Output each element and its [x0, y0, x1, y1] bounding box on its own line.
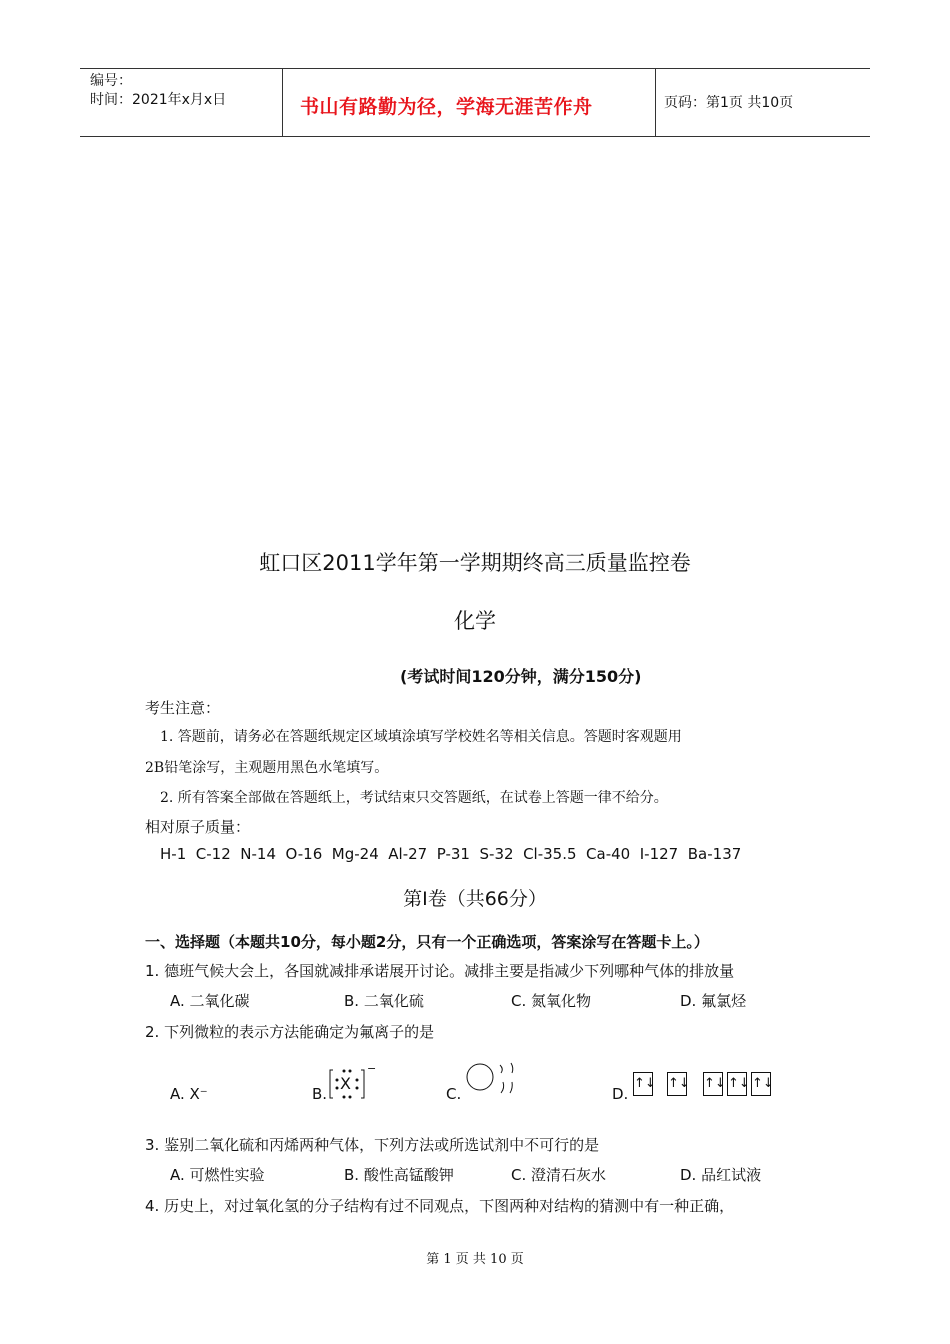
- electron-dot-structure: [328, 1062, 380, 1102]
- orbital-box-1: [633, 1072, 656, 1096]
- question-1-stem: 1. 德班气候大会上，各国就减排承诺展开讨论。减排主要是指减少下列哪种气体的排放量: [145, 962, 735, 980]
- electron-dot-symbol: X: [340, 1074, 351, 1093]
- question-1-option-b: B. 二氧化硫: [344, 992, 424, 1010]
- header-page-info: 页码：第1页 共10页: [664, 95, 794, 111]
- question-1-option-a: A. 二氧化碳: [170, 992, 250, 1010]
- atomic-mass-values: H-1 C-12 N-14 O-16 Mg-24 Al-27 P-31 S-32 Cl-35.5 Ca-40 I-127 Ba-137: [160, 845, 742, 863]
- orbital-arrows-4: ↑↓: [728, 1076, 750, 1091]
- exam-title: 虹口区2011学年第一学期期终高三质量监控卷: [259, 551, 691, 575]
- question-2-option-c: C.: [446, 1085, 462, 1103]
- orbital-box-2: [667, 1072, 690, 1096]
- orbital-arrows-3: ↑↓: [704, 1076, 726, 1091]
- question-3-option-a: A. 可燃性实验: [170, 1166, 265, 1184]
- question-4-stem: 4. 历史上，对过氧化氢的分子结构有过不同观点，下图两种对结构的猜测中有一种正确，: [145, 1197, 735, 1215]
- question-3-option-b: B. 酸性高锰酸钾: [344, 1166, 454, 1184]
- nucleus-shell-diagram: [465, 1062, 517, 1096]
- notice-item-1-line-1: 1. 答题前，请务必在答题纸规定区域填涂填写学校姓名等相关信息。答题时客观题用: [160, 729, 682, 745]
- atomic-structure-sketch: [465, 1062, 517, 1100]
- exam-duration: (考试时间120分钟，满分150分): [400, 667, 642, 686]
- question-1-option-c: C. 氮氧化物: [511, 992, 592, 1010]
- doc-time-label: 时间：2021年x月x日: [90, 92, 227, 108]
- orbital-box-4: [727, 1072, 750, 1096]
- orbital-arrows-1: ↑↓: [634, 1076, 656, 1091]
- volume-title: 第Ⅰ卷（共66分）: [403, 888, 547, 910]
- orbital-arrows-5: ↑↓: [752, 1076, 774, 1091]
- notice-heading: 考生注意：: [145, 699, 221, 717]
- header-top-rule: [80, 68, 870, 69]
- header-divider-left: [282, 68, 283, 136]
- question-2-option-d: D.: [612, 1085, 629, 1103]
- electron-dot-charge: −: [367, 1062, 377, 1075]
- orbital-diagram: [633, 1072, 778, 1096]
- question-2-option-a: A. X⁻: [170, 1085, 208, 1103]
- question-3-stem: 3. 鉴别二氧化硫和丙烯两种气体，下列方法或所选试剂中不可行的是: [145, 1136, 600, 1154]
- question-3-option-c: C. 澄清石灰水: [511, 1166, 607, 1184]
- header-divider-right: [655, 68, 656, 136]
- notice-item-1-line-2: 2B铅笔涂写，主观题用黑色水笔填写。: [145, 760, 389, 776]
- atomic-mass-heading: 相对原子质量：: [145, 818, 251, 836]
- page-footer: 第 1 页 共 10 页: [426, 1252, 524, 1267]
- subject-title: 化学: [454, 609, 496, 633]
- orbital-box-5: [751, 1072, 774, 1096]
- orbital-arrows-2: ↑↓: [668, 1076, 690, 1091]
- question-3-option-d: D. 品红试液: [680, 1166, 762, 1184]
- notice-item-2: 2. 所有答案全部做在答题纸上，考试结束只交答题纸，在试卷上答题一律不给分。: [160, 790, 668, 806]
- question-2-option-b: B.: [312, 1085, 328, 1103]
- orbital-box-3: [703, 1072, 726, 1096]
- section-1-heading: 一、选择题（本题共10分，每小题2分，只有一个正确选项，答案涂写在答题卡上。）: [145, 933, 709, 951]
- question-1-option-d: D. 氟氯烃: [680, 992, 747, 1010]
- header-bottom-rule: [80, 136, 870, 137]
- header-motto: 书山有路勤为径，学海无涯苦作舟: [300, 96, 593, 118]
- question-2-stem: 2. 下列微粒的表示方法能确定为氟离子的是: [145, 1023, 435, 1041]
- doc-number-label: 编号：: [90, 73, 132, 89]
